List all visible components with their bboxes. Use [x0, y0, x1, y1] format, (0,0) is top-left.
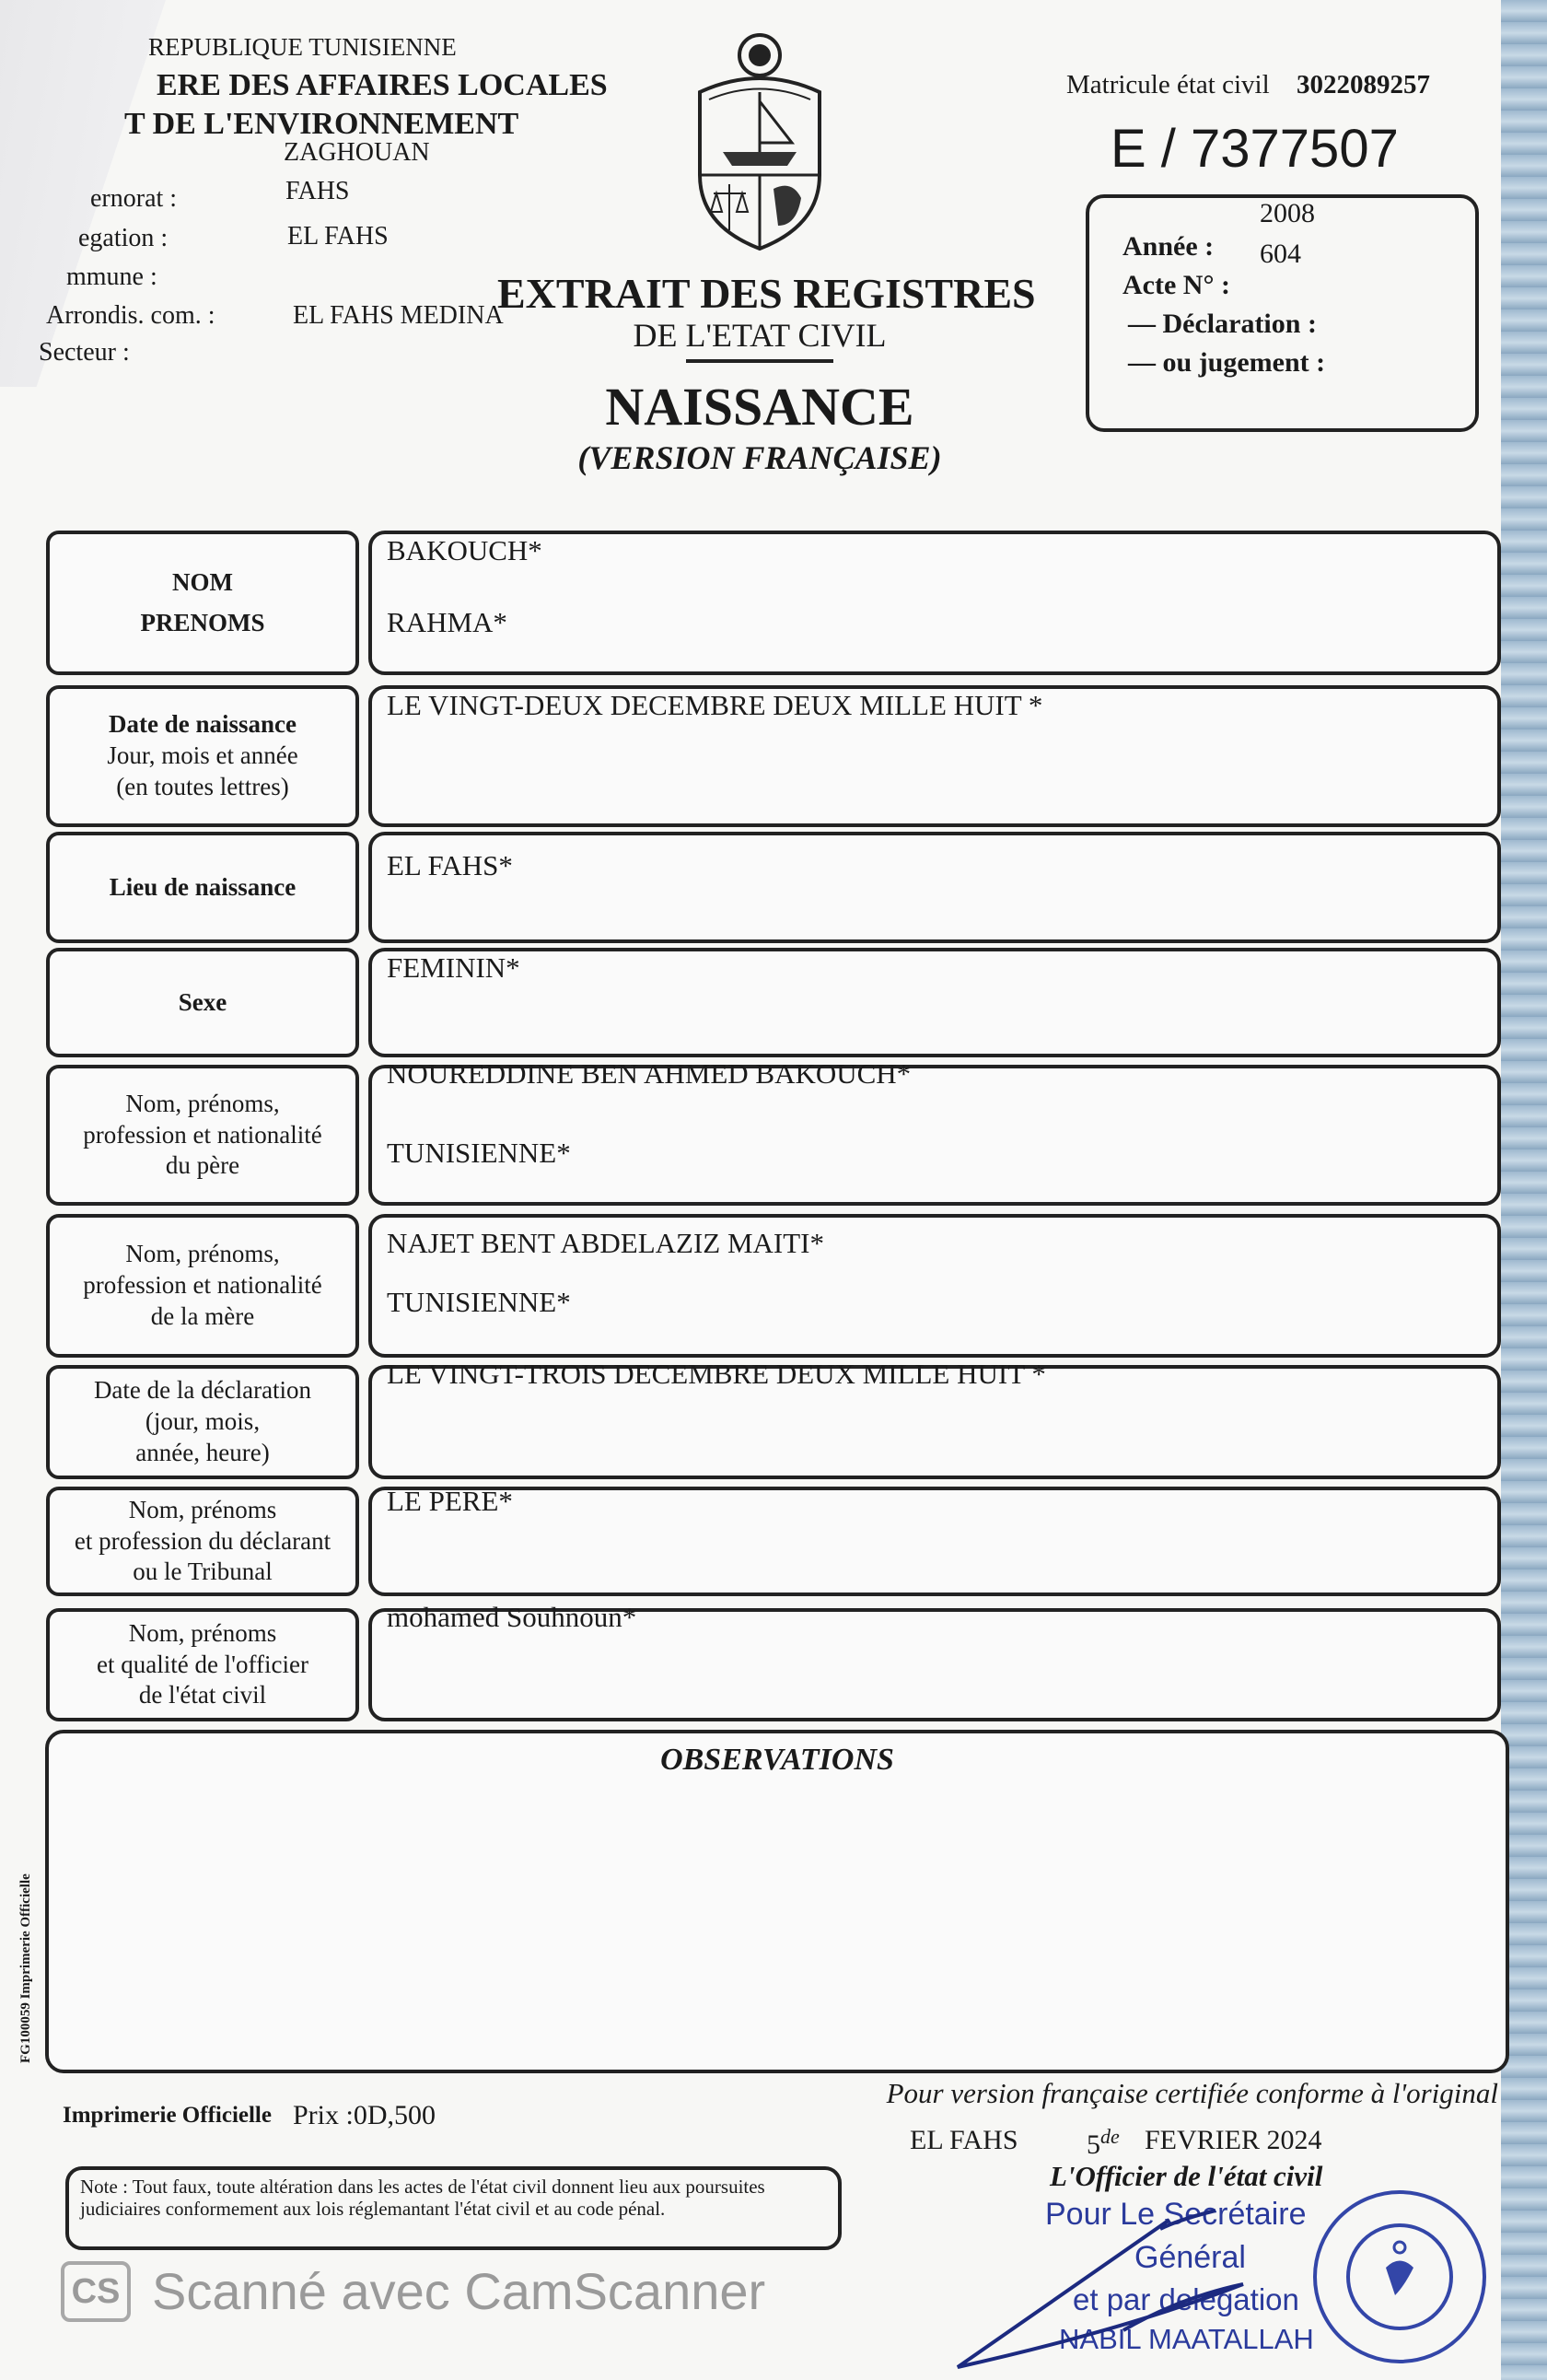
- date-declaration-value: LE VINGT-TROIS DECEMBRE DEUX MILLE HUIT *: [387, 1358, 1046, 1390]
- observations-title: OBSERVATIONS: [660, 1743, 894, 1777]
- month-year-label: FEVRIER 2024: [1145, 2125, 1322, 2155]
- tunisia-emblem-icon: [691, 28, 829, 253]
- row-value: [368, 1214, 1501, 1358]
- serial-number: E / 7377507: [1111, 119, 1399, 179]
- officer-title: L'Officier de l'état civil: [1050, 2160, 1323, 2192]
- title-extrait: EXTRAIT DES REGISTRES: [497, 270, 1036, 317]
- stamp-line-3: et par delegation: [1073, 2282, 1299, 2316]
- mere-nom-value: NAJET BENT ABDELAZIZ MAITI*: [387, 1227, 825, 1259]
- row-value: [368, 1358, 1501, 1479]
- row-label: Nom, prénoms et qualité de l'officier de l'état civil: [46, 1608, 359, 1721]
- row-label: Nom, prénoms, profession et nationalité de la mère: [46, 1214, 359, 1358]
- title-version: (VERSION FRANÇAISE): [577, 439, 942, 476]
- row-label: NOM PRENOMS: [46, 531, 359, 675]
- official-seal-icon: [1308, 2185, 1492, 2369]
- matricule-value: 3022089257: [1297, 70, 1430, 99]
- row-mere: [46, 1214, 1501, 1358]
- sexe-value: FEMININ*: [387, 951, 520, 984]
- acte-label: Acte N° :: [1122, 270, 1230, 300]
- row-officier: [46, 1601, 1501, 1721]
- row-label: Lieu de naissance: [46, 832, 359, 943]
- row-declarant: [46, 1487, 1501, 1596]
- row-pere: [46, 1057, 1501, 1206]
- observations-box: [45, 1730, 1509, 2073]
- date-naissance-value: LE VINGT-DEUX DECEMBRE DEUX MILLE HUIT *: [387, 689, 1043, 721]
- camscanner-watermark: Scanné avec CamScanner: [152, 2262, 766, 2320]
- row-sexe: [46, 948, 1501, 1057]
- row-lieu-naissance: [46, 832, 1501, 943]
- stamp-line-1: Pour Le Secrétaire: [1045, 2197, 1307, 2232]
- row-label: Sexe: [46, 948, 359, 1057]
- officier-value: mohamed Souhnoun*: [387, 1601, 637, 1633]
- row-nom-prenoms: [46, 531, 1501, 675]
- matricule-label: Matricule état civil: [1066, 70, 1270, 99]
- secteur-label: Secteur :: [39, 338, 130, 367]
- row-value: [368, 1487, 1501, 1596]
- row-value: [368, 1601, 1501, 1721]
- arrondis-label: Arrondis. com. :: [46, 301, 215, 330]
- jugement-label: — ou jugement :: [1128, 347, 1326, 378]
- nom-value: BAKOUCH*: [387, 534, 542, 566]
- title-divider: [686, 359, 833, 363]
- declaration-label: — Déclaration :: [1128, 309, 1317, 339]
- republic-label: REPUBLIQUE TUNISIENNE: [148, 33, 457, 61]
- legal-note: Note : Tout faux, toute altération dans les actes de l'état civil donnent lieu aux poursuites judiciaires conformement aux lois réglemantant l'état civil et au code pénal.: [65, 2166, 842, 2250]
- row-label: Date de la déclaration (jour, mois, année, heure): [46, 1365, 359, 1479]
- declarant-value: LE PERE*: [387, 1485, 513, 1517]
- row-value: [368, 685, 1501, 827]
- row-date-naissance: [46, 685, 1501, 827]
- place-label: EL FAHS: [910, 2125, 1018, 2155]
- row-value: [368, 832, 1501, 943]
- gouvernorat-value: ZAGHOUAN: [284, 138, 430, 167]
- gouvernorat-field-value: FAHS: [285, 177, 350, 205]
- price-label: Prix :0D,500: [293, 2100, 436, 2130]
- side-print: FG100059 Imprimerie Officielle: [18, 1873, 33, 2063]
- prenom-value: RAHMA*: [387, 606, 507, 638]
- row-date-declaration: [46, 1358, 1501, 1479]
- printer-label: Imprimerie Officielle: [63, 2103, 272, 2128]
- pere-nationalite-value: TUNISIENNE*: [387, 1137, 571, 1169]
- pere-nom-value: NOUREDDINE BEN AHMED BAKOUCH*: [387, 1057, 912, 1090]
- day-label: 5de: [1087, 2125, 1120, 2160]
- acte-box: [1086, 194, 1479, 432]
- annee-value: 2008: [1260, 198, 1315, 228]
- certified-label: Pour version française certifiée conforme à l'original: [886, 2077, 1498, 2109]
- row-label: Date de naissance Jour, mois et année (en toutes lettres): [46, 685, 359, 827]
- gouvernorat-label: ernorat :: [90, 184, 178, 213]
- stamp-line-2: Général: [1134, 2240, 1246, 2275]
- row-label: Nom, prénoms et profession du déclarant ou le Tribunal: [46, 1487, 359, 1596]
- lieu-value: EL FAHS*: [387, 849, 513, 881]
- commune-label: mmune :: [66, 262, 157, 291]
- ministry-line1: ERE DES AFFAIRES LOCALES: [157, 68, 608, 102]
- delegation-value: EL FAHS: [287, 222, 389, 251]
- row-label: Nom, prénoms, profession et nationalité du père: [46, 1065, 359, 1206]
- delegation-label: egation :: [78, 224, 169, 252]
- mere-nationalite-value: TUNISIENNE*: [387, 1286, 571, 1318]
- acte-value: 604: [1260, 239, 1301, 269]
- camscanner-logo: CS: [61, 2261, 131, 2322]
- signature-icon: [939, 2192, 1326, 2376]
- annee-label: Année :: [1122, 231, 1215, 262]
- row-value: [368, 531, 1501, 675]
- stamp-line-4: NABIL MAATALLAH: [1059, 2323, 1314, 2355]
- row-value: [368, 1057, 1501, 1206]
- title-etat-civil: DE L'ETAT CIVIL: [633, 317, 887, 354]
- title-naissance: NAISSANCE: [605, 377, 914, 437]
- row-value: [368, 948, 1501, 1057]
- ministry-line2: T DE L'ENVIRONNEMENT: [124, 107, 519, 141]
- arrondis-value: EL FAHS MEDINA: [293, 301, 504, 330]
